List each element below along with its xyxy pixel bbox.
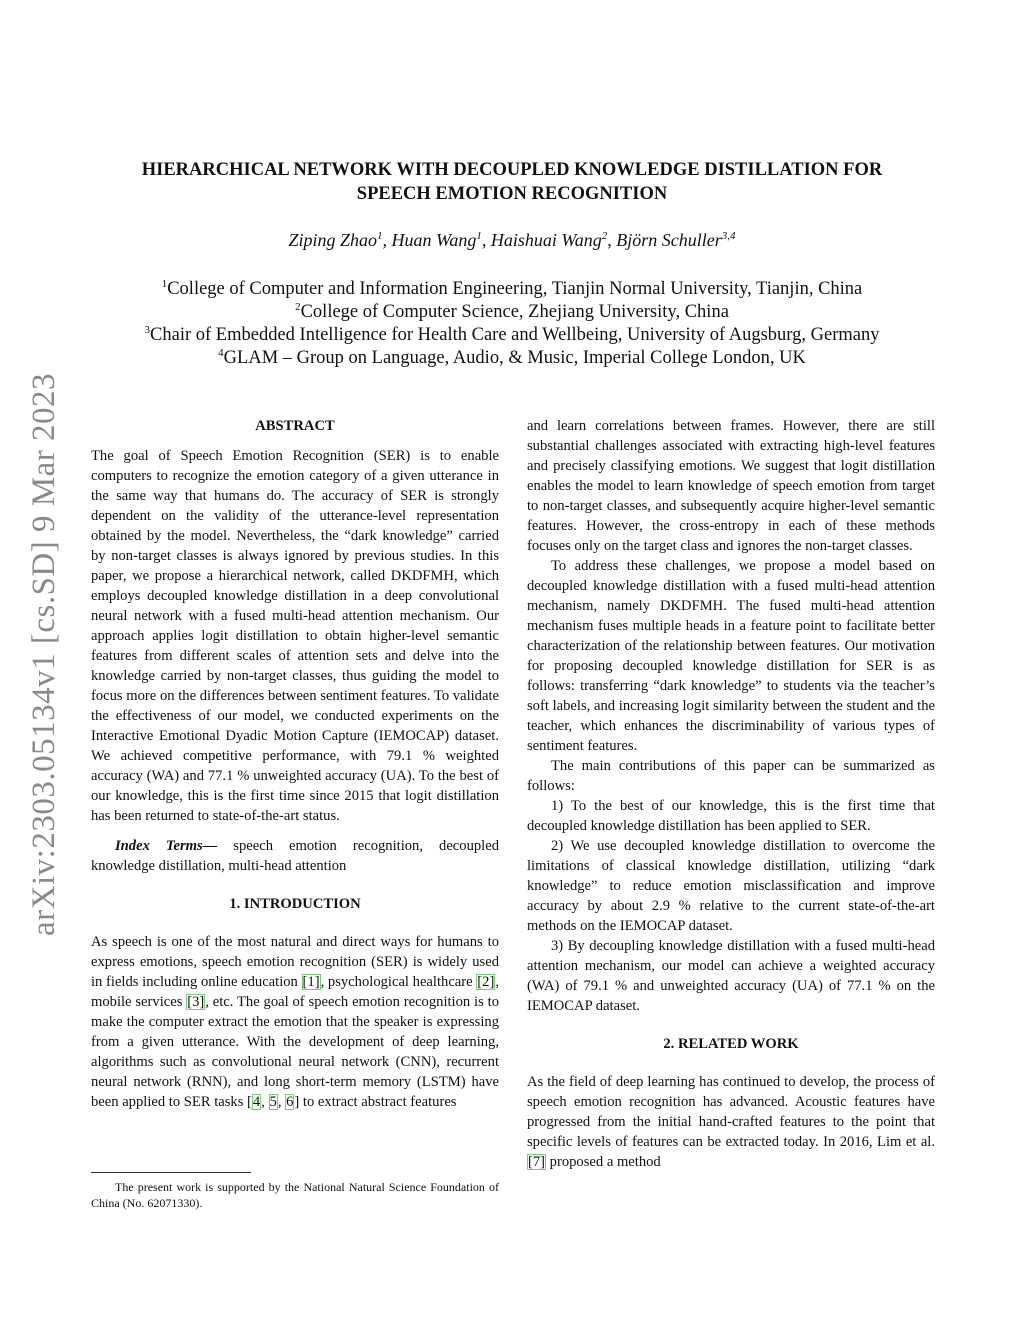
citation-link[interactable]: [2]	[477, 974, 495, 990]
citation-link[interactable]: [3]	[187, 994, 205, 1010]
left-column	[91, 416, 499, 1112]
introduction-heading: 1. INTRODUCTION	[229, 896, 361, 912]
affiliation-text: College of Computer and Information Engineering, Tianjin Normal University, Tianjin, China	[167, 279, 863, 299]
abstract-text: The goal of Speech Emotion Recognition (SER) is to enable computers to recognize the emotion category of a given utterance in the same way that humans do. The accuracy of SER is strongly dependent on the validity of the utterance-level representation obtained by the model. Nevertheless, the “dark knowledge” carried by non-target classes is always ignored by previous studies. In this paper, we propose a hierarchical network, called DKDFMH, which employs decoupled knowledge distillation in a deep convolutional neural network with a fused multi-head attention mechanism. Our approach applies logit distillation to obtain higher-level semantic features from different scales of attention sets and delve into the knowledge carried by non-target classes, thus guiding the model to focus more on the differences between sentiment features. To validate the effectiveness of our model, we conducted experiments on the Interactive Emotional Dyadic Motion Capture (IEMOCAP) dataset. We achieved competitive performance, with 79.1 % weighted accuracy (WA) and 77.1 % unweighted accuracy (UA). To the best of our knowledge, this is the first time since 2015 that logit distillation has been returned to state-of-the-art status.	[91, 448, 499, 824]
author-separator: ,	[382, 230, 392, 250]
affiliation	[60, 347, 964, 370]
index-terms	[91, 836, 499, 876]
contribution-item: 1) To the best of our knowledge, this is the first time that decoupled knowledge distillation has been applied to SER.	[527, 798, 935, 834]
citation-link[interactable]: [7]	[528, 1154, 546, 1170]
body-paragraph: and learn correlations between frames. However, there are still substantial challenges associated with extracting high-level features and precisely classifying emotions. We suggest that logit distillation enables the model to learn knowledge of speech emotion from target to non-target classes, and subsequently acquire higher-level semantic features. However, the cross-entropy in each of these methods focuses only on the target class and ignores the non-target classes.	[527, 418, 935, 554]
affiliation-mark: 3	[144, 323, 151, 336]
index-terms-label: Index Terms—	[115, 838, 218, 854]
author-affil-mark: 2	[601, 230, 608, 242]
abstract-heading: ABSTRACT	[255, 418, 335, 434]
author-list	[100, 230, 924, 251]
title-line-2: SPEECH EMOTION RECOGNITION	[356, 184, 668, 204]
citation-link[interactable]: 6	[286, 1094, 294, 1110]
title-line-1: HIERARCHICAL NETWORK WITH DECOUPLED KNOWLEDGE DISTILLATION FOR	[141, 160, 883, 180]
author-separator: ,	[481, 230, 491, 250]
related-work-paragraph	[527, 1072, 935, 1172]
affiliation-text: College of Computer Science, Zhejiang University, China	[300, 302, 729, 322]
author-name: Haishuai Wang	[490, 230, 602, 250]
affiliation-list	[60, 278, 964, 370]
intro-text: ] to extract abstract features	[294, 1094, 457, 1110]
citation-link[interactable]: 5	[269, 1094, 277, 1110]
introduction-paragraph: As speech is one of the most natural and direct ways for humans to express emotions, speech emotion recognition (SER) is widely used in fields including online education [1], psychological healthcare [2], mobile services [3], etc. The goal of speech emotion recognition is to make the computer extract the emotion that the speaker is expressing from a given utterance. With the development of deep learning, algorithms such as convolutional neural network (CNN), recurrent neural network (RNN), and long short-term memory (LSTM) have been applied to SER tasks [4, 5, 6] to extract abstract features	[91, 934, 499, 1110]
author-affil-mark: 1	[377, 230, 383, 242]
affiliation	[60, 301, 964, 324]
affiliation	[60, 278, 964, 301]
affiliation-mark: 1	[161, 277, 168, 290]
footnote-text: The present work is supported by the National Natural Science Foundation of China (No. 62071330).	[91, 1180, 499, 1210]
body-paragraph: To address these challenges, we propose a model based on decoupled knowledge distillation with a fused multi-head attention mechanism, namely DKDFMH. The fused multi-head attention mechanism fuses multiple heads in a feature point to facilitate better characterization of the relationship between features. Our motivation for proposing decoupled knowledge distillation for SER is as follows: transferring “dark knowledge” to students via the teacher’s soft labels, and increasing logit similarity between the student and the teacher, which enhances the discriminability of various types of sentiment features.	[527, 558, 935, 754]
contribution-item: 3) By decoupling knowledge distillation with a fused multi-head attention mechanism, our model can achieve a weighted accuracy (WA) of 79.1 % and unweighted accuracy (UA) of 77.1 % on the IEMOCAP dataset.	[527, 938, 935, 1014]
index-terms-text: speech emotion recognition, decoupled knowledge distillation, multi-head attention	[91, 838, 500, 874]
citation-link[interactable]: 4	[252, 1094, 261, 1110]
affiliation-mark: 4	[218, 346, 224, 359]
author-name: Huan Wang	[391, 230, 477, 250]
arxiv-id: arXiv:2303.05134v1 [cs.SD] 9 Mar 2023	[25, 372, 62, 936]
affiliation-mark: 2	[295, 300, 301, 313]
related-text: proposed a method	[546, 1154, 661, 1170]
affiliation	[60, 324, 964, 347]
author-separator: ,	[607, 230, 617, 250]
paper-title	[100, 158, 924, 206]
affiliation-text: Chair of Embedded Intelligence for Health Care and Wellbeing, University of Augsburg, Germany	[150, 325, 880, 345]
related-work-heading: 2. RELATED WORK	[663, 1036, 799, 1052]
intro-text: As speech is one of the most natural and direct ways for humans to express emotions, speech emotion recognition (SER) is widely used in fields including online education	[91, 934, 499, 990]
author-affil-mark: 3,4	[721, 230, 736, 242]
author-name: Björn Schuller	[616, 230, 722, 250]
footnote	[91, 1172, 499, 1211]
contribution-item: 2) We use decoupled knowledge distillation to overcome the limitations of classical knowledge distillation, utilizing “dark knowledge” to reduce emotion misclassification and improve accuracy by about 2.9 % relative to the current state-of-the-art methods on the IEMOCAP dataset.	[527, 838, 935, 934]
right-column	[527, 416, 935, 1172]
related-text: As the field of deep learning has continued to develop, the process of speech emotion recognition has advanced. Acoustic features have progressed from the initial hand-crafted features to the point that specific levels of features can be extracted today. In 2016, Lim et al.	[527, 1074, 935, 1150]
author-name: Ziping Zhao	[288, 230, 378, 250]
intro-text: , psychological healthcare	[320, 974, 477, 990]
intro-text: , etc. The goal of speech emotion recognition is to make the computer extract the emotion that the speaker is expressing from a given utterance. With the development of deep learning, algorithms such as convolutional neural network (CNN), recurrent neural network (RNN), and long short-term memory (LSTM) have been applied to SER tasks [	[91, 994, 499, 1110]
affiliation-text: GLAM – Group on Language, Audio, & Music, Imperial College London, UK	[223, 348, 806, 368]
author-affil-mark: 1	[476, 230, 482, 242]
intro-text: , mobile services	[91, 974, 499, 1010]
body-paragraph: The main contributions of this paper can be summarized as follows:	[527, 758, 935, 794]
footnote-rule	[91, 1172, 251, 1173]
arxiv-sidebar-stamp	[22, 352, 66, 956]
citation-link[interactable]: [1]	[302, 974, 320, 990]
